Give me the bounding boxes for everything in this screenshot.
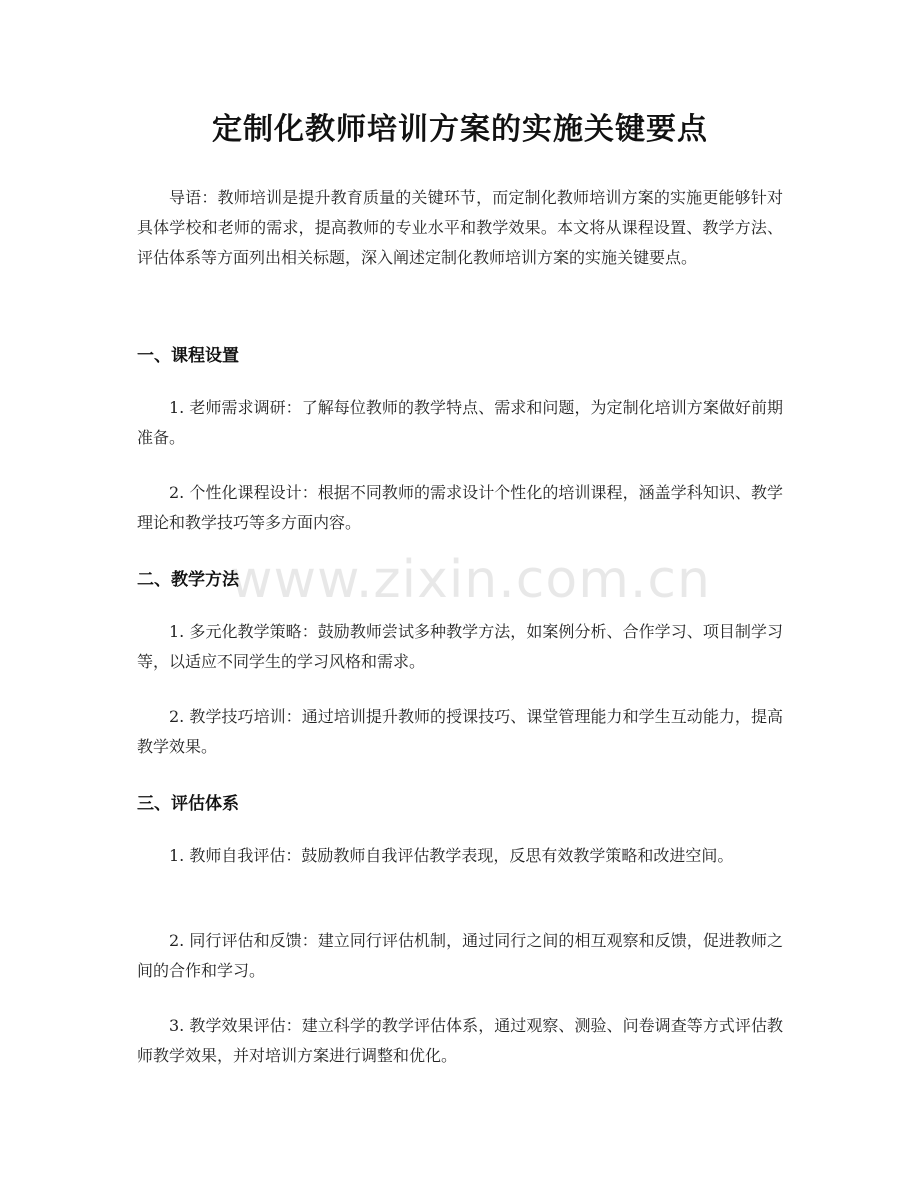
watermark: www.zixin.com.cn (230, 550, 711, 610)
list-item: 1. 教师自我评估：鼓励教师自我评估教学表现，反思有效教学策略和改进空间。 (169, 846, 734, 865)
list-item: 3. 教学效果评估：建立科学的教学评估体系，通过观察、测验、问卷调查等方式评估教师教学效果，并对培训方案进行调整和优化。 (137, 1016, 783, 1065)
list-item: 2. 同行评估和反馈：建立同行评估机制，通过同行之间的相互观察和反馈，促进教师之间的合作和学习。 (137, 931, 783, 980)
document-title: 定制化教师培训方案的实施关键要点 (212, 112, 708, 147)
list-item: 1. 老师需求调研：了解每位教师的教学特点、需求和问题，为定制化培训方案做好前期准备。 (137, 398, 783, 447)
section-heading-evaluation-system: 三、评估体系 (137, 794, 239, 814)
section-heading-course-setup: 一、课程设置 (137, 346, 239, 366)
list-item: 1. 多元化教学策略：鼓励教师尝试多种教学方法，如案例分析、合作学习、项目制学习等，以适应不同学生的学习风格和需求。 (137, 622, 783, 671)
intro-paragraph: 导语：教师培训是提升教育质量的关键环节，而定制化教师培训方案的实施更能够针对具体学校和老师的需求，提高教师的专业水平和教学效果。本文将从课程设置、教学方法、评估体系等方面列出相关标题，深入阐述定制化教师培训方案的实施关键要点。 (137, 188, 783, 267)
list-item: 2. 个性化课程设计：根据不同教师的需求设计个性化的培训课程，涵盖学科知识、教学理论和教学技巧等多方面内容。 (137, 483, 783, 532)
list-item: 2. 教学技巧培训：通过培训提升教师的授课技巧、课堂管理能力和学生互动能力，提高教学效果。 (137, 707, 783, 756)
section-heading-teaching-methods: 二、教学方法 (137, 570, 239, 590)
